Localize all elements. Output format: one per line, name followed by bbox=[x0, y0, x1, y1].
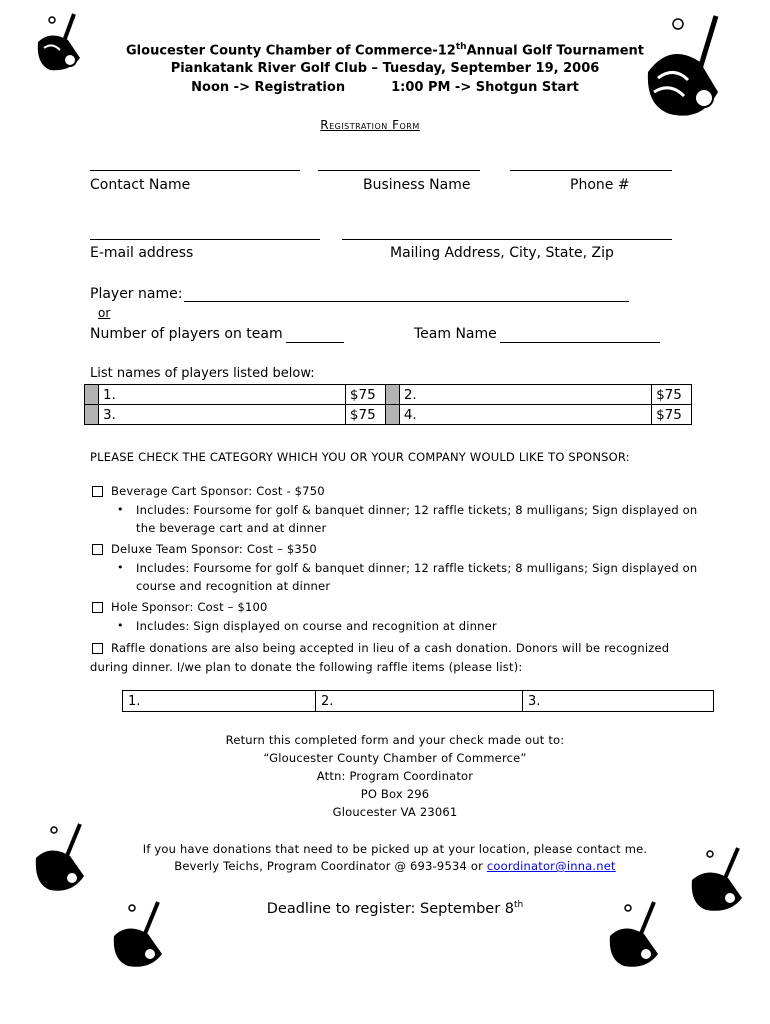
return-line-1: Return this completed form and your check made out to: bbox=[225, 733, 565, 747]
hole-includes: Includes: Sign displayed on course and recognition at dinner bbox=[136, 619, 497, 633]
deluxe-includes: Includes: Foursome for golf & banquet dinner; 12 raffle tickets; 8 mulligans; Sign displayed on bbox=[136, 561, 698, 575]
bullet-icon: • bbox=[117, 561, 124, 574]
checkbox[interactable] bbox=[92, 486, 103, 497]
golf-bag-icon bbox=[30, 822, 92, 894]
table-row bbox=[85, 385, 692, 405]
raffle-cell[interactable]: 1. bbox=[123, 691, 316, 712]
player-cell[interactable]: 2. bbox=[399, 385, 651, 405]
deluxe-sponsor-option[interactable]: Deluxe Team Sponsor: Cost – $350 bbox=[92, 542, 317, 556]
beverage-includes: Includes: Foursome for golf & banquet dinner; 12 raffle tickets; 8 mulligans; Sign displayed on bbox=[136, 503, 698, 517]
price-cell: $75 bbox=[345, 385, 385, 405]
players-table bbox=[84, 384, 692, 425]
num-players-line[interactable] bbox=[286, 342, 344, 343]
mailing-label: Mailing Address, City, State, Zip bbox=[390, 245, 614, 261]
raffle-text-2: during dinner. I/we plan to donate the following raffle items (please list): bbox=[90, 660, 523, 674]
sponsor-heading: PLEASE CHECK THE CATEGORY WHICH YOU OR YOUR COMPANY WOULD LIKE TO SPONSOR: bbox=[90, 450, 630, 464]
team-name-label: Team Name bbox=[414, 326, 497, 342]
player-name-label: Player name: bbox=[90, 286, 183, 302]
player-name-line[interactable] bbox=[184, 301, 629, 302]
raffle-cell[interactable]: 2. bbox=[316, 691, 523, 712]
email-line[interactable] bbox=[90, 239, 320, 240]
return-line-5: Gloucester VA 23061 bbox=[332, 805, 458, 819]
deadline: Deadline to register: September 8th bbox=[266, 900, 524, 917]
list-names-label: List names of players listed below: bbox=[90, 366, 315, 381]
form-title: Registration Form bbox=[320, 118, 420, 132]
header-line-2: Piankatank River Golf Club – Tuesday, September 19, 2006 bbox=[170, 61, 600, 76]
mailing-line[interactable] bbox=[342, 239, 672, 240]
business-name-line[interactable] bbox=[318, 170, 480, 171]
price-cell: $75 bbox=[345, 405, 385, 425]
deluxe-includes-2: course and recognition at dinner bbox=[136, 579, 331, 593]
raffle-option[interactable]: Raffle donations are also being accepted in lieu of a cash donation. Donors will be recognized bbox=[92, 641, 669, 655]
header-line-1: Gloucester County Chamber of Commerce-12thAnnual Golf Tournament bbox=[126, 42, 644, 59]
contact-line-2: Beverly Teichs, Program Coordinator @ 693-9534 or coordinator@inna.net bbox=[174, 859, 616, 873]
checkbox[interactable] bbox=[92, 544, 103, 555]
checkbox[interactable] bbox=[92, 643, 103, 654]
team-name-line[interactable] bbox=[500, 342, 660, 343]
contact-line-1: If you have donations that need to be picked up at your location, please contact me. bbox=[142, 842, 648, 856]
price-cell: $75 bbox=[652, 385, 692, 405]
raffle-table bbox=[122, 690, 714, 712]
hole-sponsor-option[interactable]: Hole Sponsor: Cost – $100 bbox=[92, 600, 268, 614]
phone-label: Phone # bbox=[570, 177, 630, 193]
email-link[interactable]: coordinator@inna.net bbox=[486, 859, 616, 873]
table-row bbox=[85, 405, 692, 425]
contact-name-label: Contact Name bbox=[90, 177, 191, 193]
raffle-cell[interactable]: 3. bbox=[523, 691, 714, 712]
player-cell[interactable]: 3. bbox=[99, 405, 346, 425]
business-name-label: Business Name bbox=[363, 177, 471, 193]
return-line-2: “Gloucester County Chamber of Commerce” bbox=[263, 751, 527, 765]
table-row bbox=[123, 691, 714, 712]
bullet-icon: • bbox=[117, 503, 124, 516]
beverage-includes-2: the beverage cart and at dinner bbox=[136, 521, 327, 535]
player-cell[interactable]: 4. bbox=[399, 405, 651, 425]
player-cell[interactable]: 1. bbox=[99, 385, 346, 405]
header-line-3: Noon -> Registration 1:00 PM -> Shotgun Start bbox=[191, 80, 579, 95]
num-players-label: Number of players on team bbox=[90, 326, 283, 342]
price-cell: $75 bbox=[652, 405, 692, 425]
return-line-3: Attn: Program Coordinator bbox=[316, 769, 474, 783]
contact-name-line[interactable] bbox=[90, 170, 300, 171]
or-label: or bbox=[98, 306, 111, 320]
checkbox[interactable] bbox=[92, 602, 103, 613]
phone-line[interactable] bbox=[510, 170, 672, 171]
bullet-icon: • bbox=[117, 619, 124, 632]
beverage-sponsor-option[interactable]: Beverage Cart Sponsor: Cost - $750 bbox=[92, 484, 325, 498]
email-label: E-mail address bbox=[90, 245, 194, 261]
return-line-4: PO Box 296 bbox=[360, 787, 430, 801]
